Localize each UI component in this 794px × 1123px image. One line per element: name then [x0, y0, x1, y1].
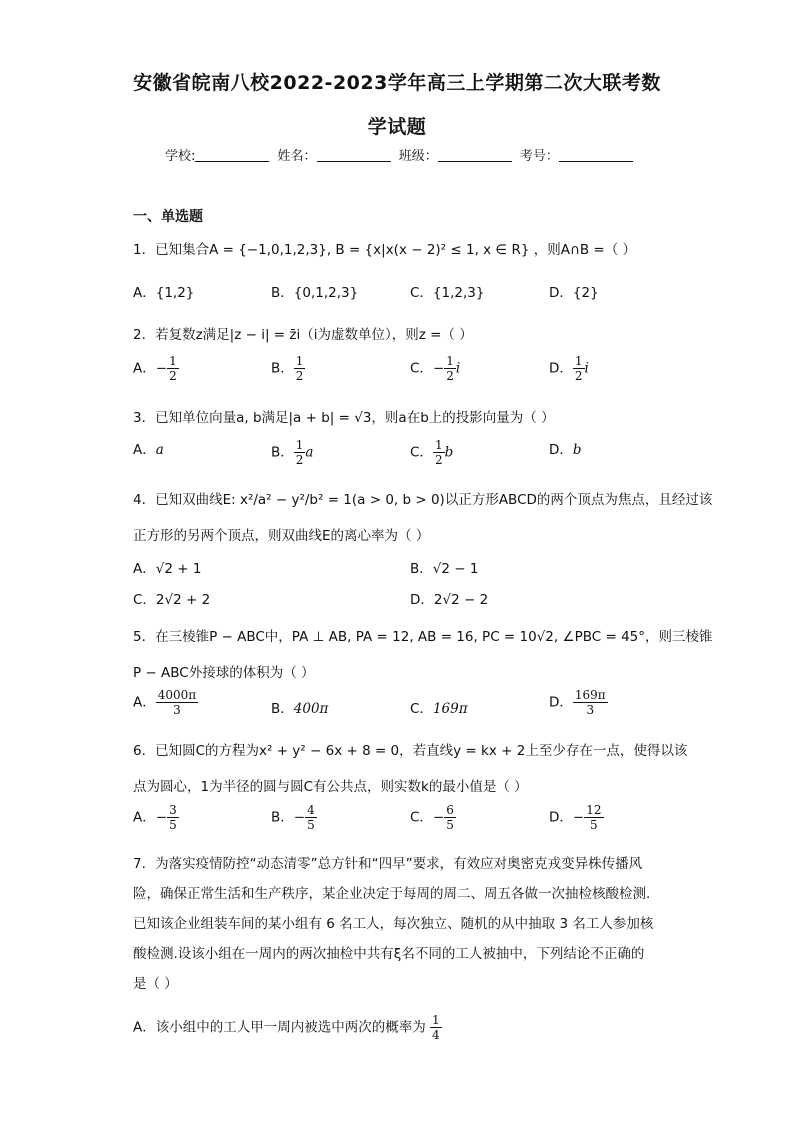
- q6-option-a[interactable]: [133, 803, 179, 832]
- q4-stem-line2: 正方形的另两个顶点，则双曲线E的离心率为（ ）: [133, 528, 430, 544]
- option-prefix: 169π: [432, 701, 468, 717]
- option-suffix: a: [305, 444, 314, 461]
- q1-option-b[interactable]: B．{0,1,2,3}: [271, 285, 359, 301]
- fraction-denominator: 2: [434, 453, 443, 467]
- option-fraction: [305, 803, 317, 832]
- section-title: 一、单选题: [133, 209, 203, 225]
- option-fraction: [584, 803, 603, 832]
- option-label: A．: [133, 809, 156, 826]
- q1-option-d[interactable]: D．{2}: [549, 285, 599, 301]
- q2-stem: 2．若复数z满足|z − i| = z̄i（i为虚数单位），则z =（ ）: [133, 327, 473, 343]
- fraction-denominator: 2: [169, 369, 177, 383]
- option-fraction: [294, 438, 306, 467]
- option-fraction: [444, 803, 456, 832]
- option-label: A．: [133, 694, 156, 711]
- q6-option-b[interactable]: [271, 803, 317, 832]
- q5-option-b[interactable]: [271, 697, 328, 717]
- fraction-numerator: 4: [307, 803, 315, 817]
- q1-stem: 1．已知集合A = {−1,0,1,2,3}, B = {x|x(x − 2)² ≤ 1, x ∈ R} ，则A∩B =（ ）: [133, 242, 637, 258]
- option-suffix: b: [572, 442, 582, 458]
- option-label: D．: [549, 442, 573, 458]
- q3-option-d[interactable]: [549, 438, 582, 458]
- option-prefix: −: [432, 809, 445, 826]
- q7-option-a-fraction: [430, 1013, 442, 1042]
- option-fraction: [433, 438, 445, 467]
- option-fraction: [573, 688, 608, 717]
- fraction-numerator: 1: [295, 354, 304, 368]
- q7-stem-line3: 已知该企业组装车间的某小组有 6 名工人，每次独立、随机的从中抽取 3 名工人参加核: [133, 916, 654, 932]
- fraction-numerator: 3: [169, 803, 177, 817]
- fraction-numerator: 6: [446, 803, 454, 817]
- fraction-denominator: 2: [446, 369, 454, 383]
- option-fraction: [444, 354, 456, 383]
- q7-stem-line5: 是（ ）: [133, 976, 178, 992]
- fraction-denominator: 2: [295, 369, 304, 383]
- option-fraction: [573, 354, 585, 383]
- option-prefix: −: [293, 809, 306, 826]
- q4-option-c[interactable]: C．2√2 + 2: [133, 592, 211, 608]
- q3-option-b[interactable]: [271, 438, 313, 467]
- q2-option-c[interactable]: [410, 354, 460, 383]
- fraction-numerator: 1: [446, 354, 454, 368]
- option-label: D．: [549, 809, 573, 826]
- school-label: 学校:: [165, 149, 196, 164]
- q3-stem: 3．已知单位向量a, b满足|a + b| = √3，则a在b上的投影向量为（ ）: [133, 410, 555, 426]
- q5-stem-line1: 5．在三棱锥P − ABC中，PA ⊥ AB, PA = 12, AB = 16, PC = 10√2, ∠PBC = 45°，则三棱锥: [133, 629, 713, 645]
- exam-no-label: 考号：: [519, 149, 559, 164]
- q6-stem-line2: 点为圆心，1为半径的圆与圆C有公共点，则实数k的最小值是（ ）: [133, 779, 528, 795]
- fraction-denominator: 3: [173, 703, 181, 717]
- fraction-numerator: 1: [295, 438, 304, 452]
- doc-title-line1: 安徽省皖南八校2022-2023学年高三上学期第二次大联考数: [133, 72, 661, 94]
- q6-option-c[interactable]: [410, 803, 456, 832]
- option-label: B．: [271, 444, 294, 461]
- option-suffix: b: [444, 444, 454, 461]
- q2-option-a[interactable]: [133, 354, 179, 383]
- q1-option-c[interactable]: C．{1,2,3}: [410, 285, 485, 301]
- class-label: 班级：: [398, 149, 438, 164]
- option-label: A．: [133, 360, 156, 377]
- q5-option-a[interactable]: [133, 688, 198, 717]
- option-prefix: 400π: [293, 701, 329, 717]
- q7-stem-line4: 酸检测.设该小组在一周内的两次抽检中共有ξ名不同的工人被抽中，下列结论不正确的: [133, 946, 645, 962]
- fraction-numerator: 1: [169, 354, 177, 368]
- fraction-denominator: 2: [574, 369, 583, 383]
- option-label: D．: [549, 360, 573, 377]
- q1-option-a[interactable]: A．{1,2}: [133, 285, 195, 301]
- q7-option-a-text: A．该小组中的工人甲一周内被选中两次的概率为: [133, 1019, 426, 1036]
- fraction-numerator: 1: [434, 438, 443, 452]
- option-label: C．: [410, 701, 433, 717]
- fraction-numerator: 1: [574, 354, 583, 368]
- q5-stem-line2: P − ABC外接球的体积为（ ）: [133, 665, 315, 681]
- fraction-numerator: 169π: [574, 688, 606, 702]
- q3-option-c[interactable]: [410, 438, 453, 467]
- fraction-denominator: 3: [586, 703, 595, 717]
- fraction-numerator: 12: [586, 803, 602, 817]
- name-field[interactable]: [317, 149, 391, 162]
- option-prefix: −: [572, 809, 585, 826]
- option-prefix: −: [432, 360, 445, 377]
- option-fraction: [167, 354, 179, 383]
- q4-stem-line1: 4．已知双曲线E: x²/a² − y²/b² = 1(a > 0, b > 0)以正方形ABCD的两个顶点为焦点，且经过该: [133, 492, 713, 508]
- q4-option-a[interactable]: A．√2 + 1: [133, 561, 202, 577]
- q3-option-a[interactable]: [133, 438, 164, 458]
- q6-option-d[interactable]: [549, 803, 604, 832]
- option-suffix: i: [584, 360, 589, 377]
- school-field[interactable]: [195, 149, 269, 162]
- q7-stem-line1: 7．为落实疫情防控“动态清零”总方针和“四早”要求，有效应对奥密克戎变异株传播风: [133, 856, 643, 872]
- fraction-denominator: 2: [295, 453, 304, 467]
- option-label: C．: [410, 444, 433, 461]
- fraction-numerator: 4000π: [157, 688, 197, 702]
- class-field[interactable]: [438, 149, 512, 162]
- exam-no-field[interactable]: [559, 149, 633, 162]
- option-fraction: [294, 354, 306, 383]
- option-label: A．: [133, 442, 156, 458]
- option-prefix: −: [155, 809, 168, 826]
- fraction-denominator: 5: [307, 818, 315, 832]
- q5-option-d[interactable]: [549, 688, 608, 717]
- fraction-numerator: 1: [432, 1013, 440, 1027]
- option-label: D．: [549, 694, 573, 711]
- student-info-row: [165, 145, 637, 164]
- q7-stem-line2: 险，确保正常生活和生产秩序，某企业决定于每周的周二、周五各做一次抽检核酸检测.: [133, 886, 651, 902]
- q6-stem-line1: 6．已知圆C的方程为x² + y² − 6x + 8 = 0，若直线y = kx + 2上至少存在一点，使得以该: [133, 743, 688, 759]
- option-fraction: [167, 803, 179, 832]
- q4-option-d[interactable]: D．2√2 − 2: [410, 592, 489, 608]
- option-label: B．: [271, 360, 294, 377]
- fraction-denominator: 5: [169, 818, 177, 832]
- q2-option-b[interactable]: [271, 354, 305, 383]
- option-label: C．: [410, 809, 433, 826]
- doc-title-line2: 学试题: [367, 116, 427, 138]
- option-suffix: i: [455, 360, 461, 377]
- option-fraction: [156, 688, 198, 717]
- q4-option-b[interactable]: B．√2 − 1: [410, 561, 479, 577]
- fraction-denominator: 4: [432, 1028, 440, 1042]
- fraction-denominator: 5: [446, 818, 454, 832]
- option-label: B．: [271, 701, 294, 717]
- q5-option-c[interactable]: [410, 697, 468, 717]
- fraction-denominator: 5: [590, 818, 598, 832]
- q2-option-d[interactable]: [549, 354, 589, 383]
- option-label: C．: [410, 360, 433, 377]
- option-label: B．: [271, 809, 294, 826]
- q7-option-a[interactable]: [133, 1013, 442, 1042]
- option-prefix: −: [155, 360, 168, 377]
- name-label: 姓名：: [277, 149, 317, 164]
- option-suffix: a: [155, 442, 164, 458]
